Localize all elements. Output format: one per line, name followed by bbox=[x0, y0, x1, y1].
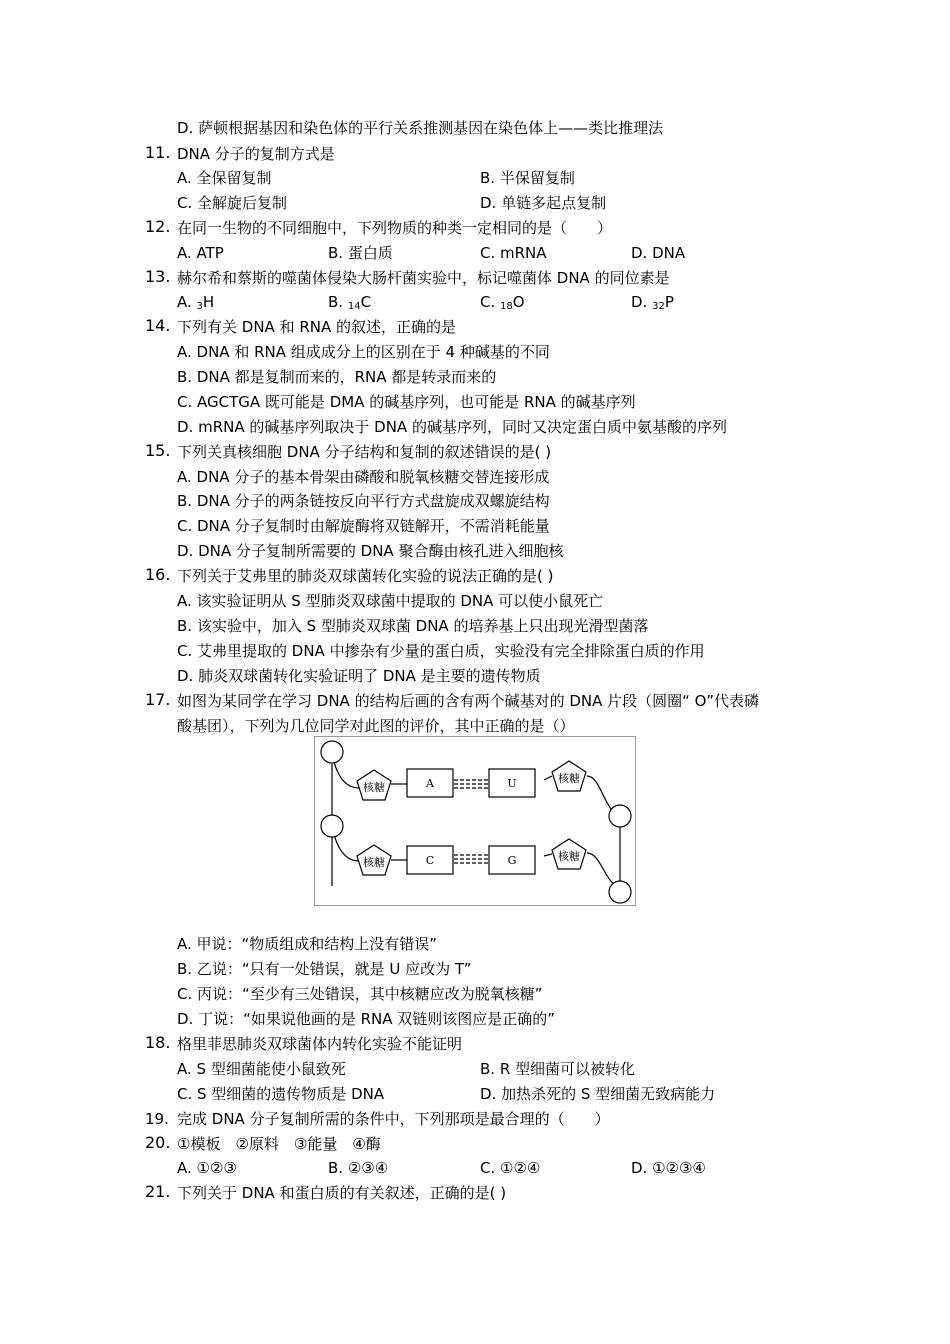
q15-number: 15. bbox=[145, 441, 171, 460]
q17-stem-line1: 如图为某同学在学习 DNA 的结构后画的含有两个碱基对的 DNA 片段（圆圈“ O”代表磷 bbox=[177, 692, 759, 710]
phosphate-bottom-right bbox=[609, 881, 631, 903]
q11-number: 11. bbox=[145, 143, 171, 162]
q18-option-c: C. S 型细菌的遗传物质是 DNA bbox=[177, 1085, 385, 1103]
phosphate-mid-right bbox=[609, 805, 631, 827]
q14-option-a: A. DNA 和 RNA 组成成分上的区别在于 4 种碱基的不同 bbox=[177, 343, 550, 361]
q16-option-a: A. 该实验证明从 S 型肺炎双球菌中提取的 DNA 可以使小鼠死亡 bbox=[177, 592, 604, 610]
q16-option-c: C. 艾弗里提取的 DNA 中掺杂有少量的蛋白质，实验没有完全排除蛋白质的作用 bbox=[177, 642, 705, 660]
dna-fragment-figure bbox=[314, 736, 636, 906]
q12-number: 12. bbox=[145, 217, 171, 236]
q15-option-a: A. DNA 分子的基本骨架由磷酸和脱氧核糖交替连接形成 bbox=[177, 468, 550, 486]
q10-option-d: D. 萨顿根据基因和染色体的平行关系推测基因在染色体上——类比推理法 bbox=[177, 119, 664, 137]
q16-stem: 下列关于艾弗里的肺炎双球菌转化实验的说法正确的是( ) bbox=[177, 567, 554, 585]
q15-stem: 下列关真核细胞 DNA 分子结构和复制的叙述错误的是( ) bbox=[177, 443, 552, 461]
figure-frame bbox=[315, 737, 636, 906]
q13-option-a: A. $_3$H bbox=[177, 293, 215, 312]
q18-stem: 格里菲思肺炎双球菌体内转化实验不能证明 bbox=[177, 1035, 463, 1053]
q21-number: 21. bbox=[145, 1182, 171, 1201]
sugar-label-tr: 核糖 bbox=[558, 772, 580, 785]
q17-option-d: D. 丁说：“如果说他画的是 RNA 双链则该图应是正确的” bbox=[177, 1010, 556, 1028]
q11-option-c: C. 全解旋后复制 bbox=[177, 194, 288, 212]
sugar-label-tl: 核糖 bbox=[363, 781, 385, 794]
q12-option-a: A. ATP bbox=[177, 244, 224, 262]
sugar-label-bl: 核糖 bbox=[363, 856, 385, 869]
q18-option-a: A. S 型细菌能使小鼠致死 bbox=[177, 1060, 346, 1078]
q14-option-d: D. mRNA 的碱基序列取决于 DNA 的碱基序列，同时又决定蛋白质中氨基酸的序列 bbox=[177, 418, 727, 436]
q19-number: 19. bbox=[145, 1110, 169, 1128]
q16-option-d: D. 肺炎双球菌转化实验证明了 DNA 是主要的遗传物质 bbox=[177, 667, 541, 685]
sugar-label-br: 核糖 bbox=[558, 850, 580, 863]
q12-option-c: C. mRNA bbox=[480, 244, 547, 262]
q15-option-b: B. DNA 分子的两条链按反向平行方式盘旋成双螺旋结构 bbox=[177, 492, 550, 510]
q14-option-c: C. AGCTGA 既可能是 DMA 的碱基序列，也可能是 RNA 的碱基序列 bbox=[177, 393, 636, 411]
q14-number: 14. bbox=[145, 316, 171, 335]
q17-stem-line2: 酸基团），下列为几位同学对此图的评价，其中正确的是（） bbox=[177, 717, 575, 735]
q20-stem: ①模板 ②原料 ③能量 ④酶 bbox=[177, 1135, 381, 1153]
q15-option-d: D. DNA 分子复制所需要的 DNA 聚合酶由核孔进入细胞核 bbox=[177, 542, 564, 560]
q18-number: 18. bbox=[145, 1033, 171, 1052]
q20-option-c: C. ①②④ bbox=[480, 1159, 541, 1177]
q13-option-c: C. $_{18}$O bbox=[480, 293, 525, 312]
q18-option-d: D. 加热杀死的 S 型细菌无致病能力 bbox=[480, 1085, 716, 1103]
q14-option-b: B. DNA 都是复制而来的，RNA 都是转录而来的 bbox=[177, 368, 497, 386]
q20-number: 20. bbox=[145, 1133, 171, 1152]
q20-option-a: A. ①②③ bbox=[177, 1159, 237, 1177]
q11-option-b: B. 半保留复制 bbox=[480, 169, 575, 187]
q13-stem: 赫尔希和蔡斯的噬菌体侵染大肠杆菌实验中，标记噬菌体 DNA 的同位素是 bbox=[177, 269, 670, 287]
q19-stem: 完成 DNA 分子复制所需的条件中，下列那项是最合理的（ ） bbox=[177, 1110, 610, 1128]
q16-number: 16. bbox=[145, 565, 171, 584]
phosphate-mid-left bbox=[321, 815, 343, 837]
base-a-label: A bbox=[426, 777, 434, 790]
q13-option-d: D. $_{32}$P bbox=[631, 293, 674, 312]
q15-option-c: C. DNA 分子复制时由解旋酶将双链解开，不需消耗能量 bbox=[177, 517, 550, 535]
q21-stem: 下列关于 DNA 和蛋白质的有关叙述，正确的是( ) bbox=[177, 1184, 507, 1202]
base-c-label: C bbox=[425, 854, 435, 867]
q17-option-c: C. 丙说：“至少有三处错误，其中核糖应改为脱氧核糖” bbox=[177, 985, 543, 1003]
q12-option-b: B. 蛋白质 bbox=[328, 244, 393, 262]
phosphate-top-left bbox=[321, 741, 343, 763]
q17-option-a: A. 甲说：“物质组成和结构上没有错误” bbox=[177, 935, 438, 953]
base-g-label: G bbox=[507, 854, 517, 867]
q14-stem: 下列有关 DNA 和 RNA 的叙述，正确的是 bbox=[177, 318, 457, 336]
q20-option-b: B. ②③④ bbox=[328, 1159, 389, 1177]
base-u-label: U bbox=[507, 777, 517, 790]
q18-option-b: B. R 型细菌可以被转化 bbox=[480, 1060, 636, 1078]
q20-option-d: D. ①②③④ bbox=[631, 1159, 706, 1177]
q11-stem: DNA 分子的复制方式是 bbox=[177, 145, 335, 163]
q13-option-b: B. $_{14}$C bbox=[328, 293, 372, 312]
q13-number: 13. bbox=[145, 267, 171, 286]
q11-option-a: A. 全保留复制 bbox=[177, 169, 272, 187]
q11-option-d: D. 单链多起点复制 bbox=[480, 194, 607, 212]
q17-number: 17. bbox=[145, 690, 171, 709]
q12-stem: 在同一生物的不同细胞中，下列物质的种类一定相同的是（ ） bbox=[177, 219, 613, 237]
q12-option-d: D. DNA bbox=[631, 244, 686, 262]
q16-option-b: B. 该实验中，加入 S 型肺炎双球菌 DNA 的培养基上只出现光滑型菌落 bbox=[177, 617, 649, 635]
q17-option-b: B. 乙说：“只有一处错误，就是 U 应改为 T” bbox=[177, 960, 472, 978]
